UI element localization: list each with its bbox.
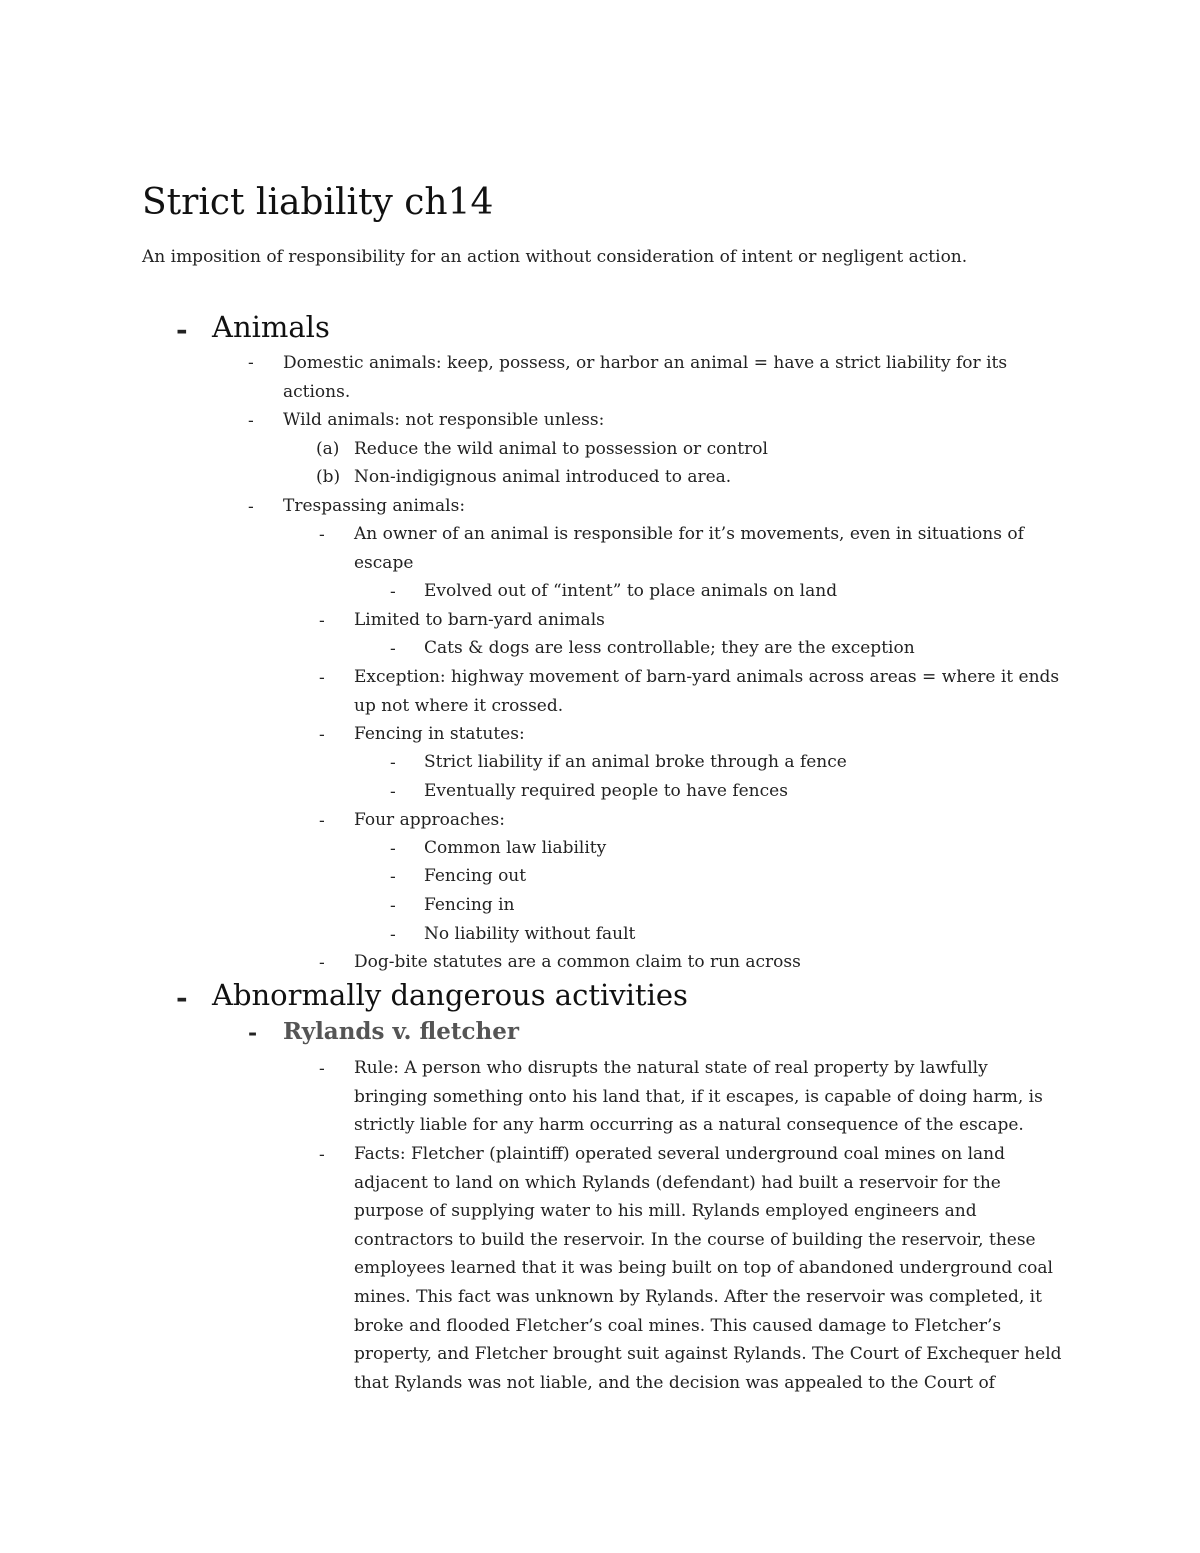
bullet-dash: - — [248, 1020, 258, 1046]
section-heading-abnormal: Abnormally dangerous activities — [212, 978, 688, 1012]
bullet-dash: - — [248, 411, 254, 431]
bullet-dash: - — [390, 782, 396, 802]
list-item-exception: Exception: highway movement of barn-yard animals across areas = where it ends up not where it crossed. — [354, 667, 1060, 716]
list-item-wild-b: Non-indigignous animal introduced to area. — [354, 467, 732, 487]
bullet-dash: - — [319, 1145, 325, 1165]
list-marker-b: (b) — [316, 467, 341, 487]
bullet-dash: - — [319, 1059, 325, 1079]
list-item-rule: Rule: A person who disrupts the natural state of real property by lawfully bringing something onto his land that, if it escapes, is capable of doing harm, is strictly liable for any harm occurring as a natural consequence of the escape. — [354, 1058, 1043, 1136]
bullet-dash: - — [248, 497, 254, 517]
bullet-dash: - — [390, 639, 396, 659]
list-item-approach-4: No liability without fault — [424, 924, 636, 944]
list-item-approach-3: Fencing in — [424, 895, 515, 915]
bullet-dash: - — [390, 925, 396, 945]
list-item-domestic: Domestic animals: keep, possess, or harbor an animal = have a strict liability for its actions. — [283, 353, 1008, 402]
list-item-evolved: Evolved out of “intent” to place animals on land — [424, 581, 838, 601]
section-heading-animals: Animals — [212, 310, 330, 344]
case-heading: Rylands v. fletcher — [283, 1018, 519, 1045]
list-item-wild-a: Reduce the wild animal to possession or control — [354, 439, 768, 459]
list-item-trespassing: Trespassing animals: — [283, 496, 466, 516]
list-item-wild: Wild animals: not responsible unless: — [283, 410, 605, 430]
list-item-fence-required: Eventually required people to have fences — [424, 781, 788, 801]
list-marker-a: (a) — [316, 439, 340, 459]
bullet-dash: - — [319, 725, 325, 745]
list-item-limited: Limited to barn-yard animals — [354, 610, 605, 630]
bullet-dash: - — [319, 525, 325, 545]
bullet-dash: - — [390, 753, 396, 773]
list-item-four-approaches: Four approaches: — [354, 810, 505, 830]
list-item-cats: Cats & dogs are less controllable; they are the exception — [424, 638, 915, 658]
page-title: Strict liability ch14 — [142, 182, 494, 223]
bullet-dash: - — [319, 668, 325, 688]
bullet-dash: - — [176, 313, 188, 346]
bullet-dash: - — [390, 839, 396, 859]
bullet-dash: - — [319, 611, 325, 631]
bullet-dash: - — [319, 811, 325, 831]
list-item-facts: Facts: Fletcher (plaintiff) operated several underground coal mines on land adjacent to land on which Rylands (defendant) had built a reservoir for the purpose of supplying water to his mill. Rylands employed engineers and contractors to build the reservoir. In the course of building the reservoir, these employees learned that it was being built on top of abandoned underground coal mines. This fact was unknown by Rylands. After the reservoir was completed, it broke and flooded Fletcher’s coal mines. This caused damage to Fletcher’s property, and Fletcher brought suit against Rylands. The Court of Exchequer held that Rylands was not liable, and the decision was appealed to the Court of — [354, 1144, 1062, 1393]
intro-paragraph: An imposition of responsibility for an action without consideration of intent or negligent action. — [142, 247, 968, 267]
list-item-approach-1: Common law liability — [424, 838, 607, 858]
list-item-fencing-statutes: Fencing in statutes: — [354, 724, 525, 744]
bullet-dash: - — [390, 867, 396, 887]
bullet-dash: - — [390, 582, 396, 602]
bullet-dash: - — [319, 953, 325, 973]
bullet-dash: - — [390, 896, 396, 916]
list-item-dog-bite: Dog-bite statutes are a common claim to run across — [354, 952, 801, 972]
bullet-dash: - — [176, 981, 188, 1014]
bullet-dash: - — [248, 353, 254, 373]
list-item-fence-broke: Strict liability if an animal broke through a fence — [424, 752, 847, 772]
list-item-approach-2: Fencing out — [424, 866, 527, 886]
list-item-owner: An owner of an animal is responsible for it’s movements, even in situations of escape — [354, 524, 1024, 573]
